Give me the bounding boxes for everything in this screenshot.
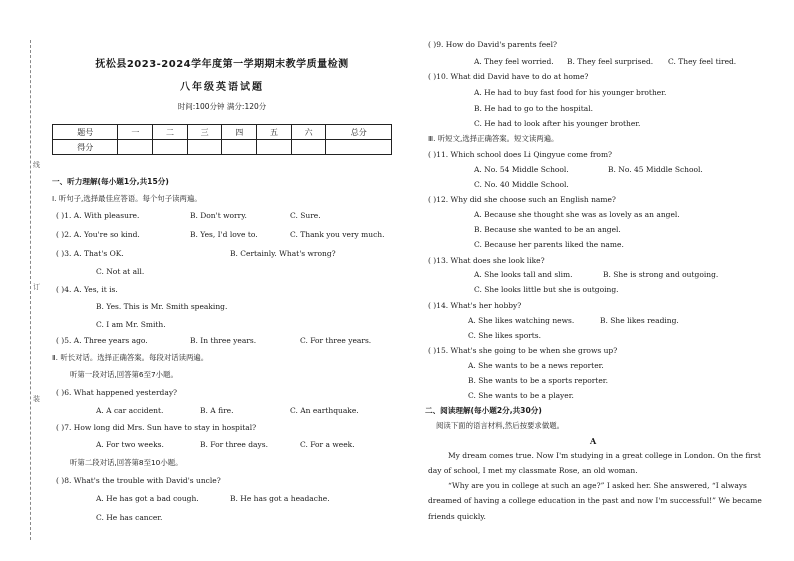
question-6: ( )6. What happened yesterday? [56, 388, 178, 397]
option-a: A. She looks tall and slim. [474, 270, 573, 279]
option-a: A. Because she thought she was as lovely as an angel. [474, 210, 680, 219]
option-c: C. Thank you very much. [290, 230, 385, 239]
score-blank[interactable] [222, 140, 257, 155]
question-10: ( )10. What did David have to do at home? [428, 72, 589, 81]
option-c: C. Not at all. [96, 267, 145, 276]
question-9: ( )9. How do David's parents feel? [428, 40, 557, 49]
part-heading: Ⅲ. 听短文,选择正确答案。短文读两遍。 [428, 134, 559, 143]
score-cell: 题号 [53, 125, 118, 140]
option-b: B. He had to go to the hospital. [474, 104, 593, 113]
option-c: C. They feel tired. [668, 57, 737, 66]
option-c: C. An earthquake. [290, 406, 359, 415]
passage-label: A [590, 436, 597, 446]
score-cell: 总分 [326, 125, 392, 140]
option-a: A. He had to buy fast food for his younger brother. [474, 88, 667, 97]
option-a: A. She wants to be a news reporter. [468, 361, 604, 370]
option-c: C. For three years. [300, 336, 372, 345]
option-a: A. No. 54 Middle School. [474, 165, 569, 174]
score-cell: 得分 [53, 140, 118, 155]
option-a: A. They feel worried. [474, 57, 554, 66]
question-7: ( )7. How long did Mrs. Sun have to stay in hospital? [56, 423, 257, 432]
option-b: B. A fire. [200, 406, 234, 415]
option-b: B. For three days. [200, 440, 268, 449]
binding-mark: 装 [33, 395, 40, 403]
binding-mark: 订 [33, 283, 40, 291]
option-c: C. He has cancer. [96, 513, 163, 522]
question-4: ( )4. A. Yes, it is. [56, 285, 118, 294]
question-5: ( )5. A. Three years ago. [56, 336, 148, 345]
score-table [52, 124, 392, 155]
option-b: B. He has got a headache. [230, 494, 330, 503]
option-c: C. She wants to be a player. [468, 391, 574, 400]
exam-info: 时间:100分钟 满分:120分 [177, 102, 267, 111]
option-a: A. For two weeks. [96, 440, 164, 449]
question-13: ( )13. What does she look like? [428, 256, 545, 265]
score-cell: 一 [118, 125, 153, 140]
option-c: C. No. 40 Middle School. [474, 180, 569, 189]
option-b: B. Yes. This is Mr. Smith speaking. [96, 302, 228, 311]
option-b: B. She wants to be a sports reporter. [468, 376, 608, 385]
option-b: B. They feel surprised. [567, 57, 654, 66]
score-cell: 五 [257, 125, 292, 140]
option-b: B. Because she wanted to be an angel. [474, 225, 621, 234]
score-table-header-row [53, 125, 392, 140]
score-table-score-row [53, 140, 392, 155]
question-14: ( )14. What's her hobby? [428, 301, 522, 310]
question-3: ( )3. A. That's OK. [56, 249, 124, 258]
reading-instruction: 阅读下面的语言材料,然后按要求做题。 [436, 421, 564, 430]
score-cell: 二 [153, 125, 188, 140]
score-blank[interactable] [257, 140, 292, 155]
part-heading: Ⅰ. 听句子,选择最佳应答语。每个句子读两遍。 [52, 194, 202, 203]
score-cell: 六 [291, 125, 326, 140]
score-blank[interactable] [153, 140, 188, 155]
option-c: C. I am Mr. Smith. [96, 320, 166, 329]
passage-line: My dream comes true. Now I'm studying in a great college in London. On the first [448, 451, 761, 460]
option-b: B. In three years. [190, 336, 257, 345]
exam-title: 抚松县2023-2024学年度第一学期期末教学质量检测 [95, 59, 349, 70]
section-heading: 二、阅读理解(每小题2分,共30分) [425, 406, 542, 415]
question-15: ( )15. What's she going to be when she grows up? [428, 346, 618, 355]
passage-line: “Why are you in college at such an age?” I asked her. She answered, “I always [448, 481, 747, 490]
option-a: A. She likes watching news. [468, 316, 575, 325]
dialog-instruction: 听第一段对话,回答第6至7小题。 [70, 370, 178, 379]
option-b: B. Certainly. What's wrong? [230, 249, 336, 258]
option-a: A. He has got a bad cough. [96, 494, 199, 503]
question-8: ( )8. What's the trouble with David's uncle? [56, 476, 221, 485]
score-cell: 四 [222, 125, 257, 140]
part-heading: Ⅱ. 听长对话。选择正确答案。每段对话读两遍。 [52, 353, 209, 362]
question-11: ( )11. Which school does Li Qingyue come from? [428, 150, 613, 159]
option-c: C. She looks little but she is outgoing. [474, 285, 619, 294]
question-2: ( )2. A. You're so kind. [56, 230, 140, 239]
score-blank[interactable] [187, 140, 222, 155]
option-c: C. Because her parents liked the name. [474, 240, 624, 249]
question-1: ( )1. A. With pleasure. [56, 211, 140, 220]
score-blank[interactable] [291, 140, 326, 155]
option-c: C. For a week. [300, 440, 355, 449]
option-b: B. Yes, I'd love to. [190, 230, 258, 239]
option-c: C. He had to look after his younger brother. [474, 119, 641, 128]
option-b: B. No. 45 Middle School. [608, 165, 703, 174]
exam-subtitle: 八年级英语试题 [180, 82, 264, 93]
option-a: A. A car accident. [96, 406, 164, 415]
passage-line: friends quickly. [428, 512, 486, 521]
option-b: B. She is strong and outgoing. [603, 270, 719, 279]
passage-line: day of school, I met my classmate Rose, an old woman. [428, 466, 638, 475]
binding-mark: 线 [33, 161, 40, 169]
option-b: B. She likes reading. [600, 316, 679, 325]
option-b: B. Don't worry. [190, 211, 247, 220]
passage-line: dreamed of having a college education in the past and now I'm successful!” We became [428, 496, 762, 505]
score-blank[interactable] [118, 140, 153, 155]
dialog-instruction: 听第二段对话,回答第8至10小题。 [70, 458, 183, 467]
question-12: ( )12. Why did she choose such an English name? [428, 195, 616, 204]
option-c: C. She likes sports. [468, 331, 542, 340]
score-cell: 三 [187, 125, 222, 140]
score-blank[interactable] [326, 140, 392, 155]
section-heading: 一、听力理解(每小题1分,共15分) [52, 177, 169, 186]
option-c: C. Sure. [290, 211, 321, 220]
binding-line [30, 40, 32, 540]
